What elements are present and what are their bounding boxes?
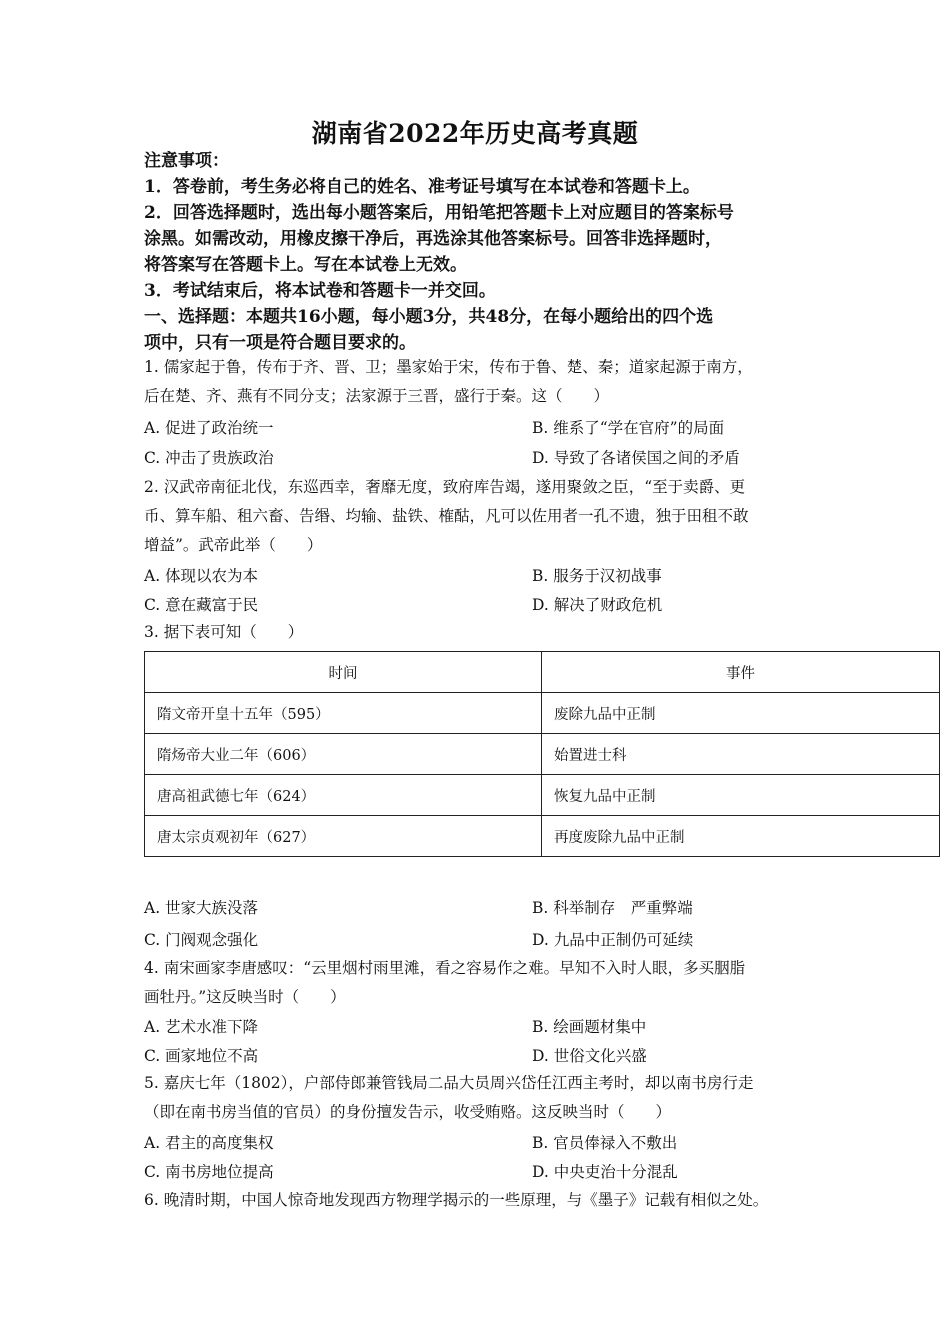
table-row bbox=[145, 775, 940, 816]
question-1-option-b: B. 维系了“学在官府”的局面 bbox=[532, 419, 725, 437]
notice-item: 1．答卷前，考生务必将自己的姓名、准考证号填写在本试卷和答题卡上。 bbox=[144, 177, 700, 197]
notice-item: 将答案写在答题卡上。写在本试卷上无效。 bbox=[144, 255, 467, 275]
page-title: 湖南省2022年历史高考真题 bbox=[311, 119, 639, 148]
question-5-option-c: C. 南书房地位提高 bbox=[144, 1163, 274, 1181]
question-3-option-c: C. 门阀观念强化 bbox=[144, 931, 259, 949]
section-heading: 一、选择题：本题共16小题，每小题3分，共48分，在每小题给出的四个选 bbox=[144, 307, 714, 327]
question-1-stem: 后在楚、齐、燕有不同分支；法家源于三晋，盛行于秦。这（ ） bbox=[144, 387, 610, 405]
question-1-option-a: A. 促进了政治统一 bbox=[144, 419, 274, 437]
question-4-stem: 画牡丹。”这反映当时（ ） bbox=[144, 988, 346, 1006]
question-3-option-d: D. 九品中正制仍可延续 bbox=[532, 931, 694, 949]
question-2-stem: 币、算车船、租六畜、告缗、均输、盐铁、榷酤，凡可以佐用者一孔不遗，独于田租不敢 bbox=[144, 507, 749, 525]
table-row bbox=[145, 734, 940, 775]
question-1-option-d: D. 导致了各诸侯国之间的矛盾 bbox=[532, 449, 740, 467]
table-row bbox=[145, 693, 940, 734]
table-cell-event: 始置进士科 bbox=[542, 734, 940, 775]
question-4-stem: 4. 南宋画家李唐感叹：“云里烟村雨里滩，看之容易作之难。早知不入时人眼，多买胭脂 bbox=[144, 959, 746, 977]
question-6-stem: 6. 晚清时期，中国人惊奇地发现西方物理学揭示的一些原理，与《墨子》记载有相似之处。 bbox=[144, 1191, 769, 1209]
notice-item: 2．回答选择题时，选出每小题答案后，用铅笔把答题卡上对应题目的答案标号 bbox=[144, 203, 734, 223]
table-header-row bbox=[145, 652, 940, 693]
question-5-option-b: B. 官员俸禄入不敷出 bbox=[532, 1134, 678, 1152]
question-4-option-c: C. 画家地位不高 bbox=[144, 1047, 259, 1065]
table-cell-time: 唐高祖武德七年（624） bbox=[145, 775, 542, 816]
question-3-option-b: B. 科举制存 严重弊端 bbox=[532, 899, 693, 917]
table-cell-time: 唐太宗贞观初年（627） bbox=[145, 816, 542, 857]
question-4-option-d: D. 世俗文化兴盛 bbox=[532, 1047, 647, 1065]
notice-item: 涂黑。如需改动，用橡皮擦干净后，再选涂其他答案标号。回答非选择题时， bbox=[144, 229, 722, 249]
question-4-option-b: B. 绘画题材集中 bbox=[532, 1018, 647, 1036]
table-cell-event: 恢复九品中正制 bbox=[542, 775, 940, 816]
question-1-option-c: C. 冲击了贵族政治 bbox=[144, 449, 274, 467]
question-5-option-d: D. 中央吏治十分混乱 bbox=[532, 1163, 678, 1181]
question-2-stem: 2. 汉武帝南征北伐，东巡西幸，奢靡无度，致府库告竭，遂用聚敛之臣，“至于卖爵、更 bbox=[144, 478, 746, 496]
question-4-option-a: A. 艺术水准下降 bbox=[144, 1018, 259, 1036]
question-2-option-b: B. 服务于汉初战事 bbox=[532, 567, 662, 585]
question-2-option-c: C. 意在藏富于民 bbox=[144, 596, 259, 614]
question-5-stem: 5. 嘉庆七年（1802），户部侍郎兼管钱局二品大员周兴岱任江西主考时，却以南书房行走 bbox=[144, 1074, 754, 1092]
table-header-event: 事件 bbox=[542, 652, 940, 693]
question-5-option-a: A. 君主的高度集权 bbox=[144, 1134, 274, 1152]
question-1-stem: 1. 儒家起于鲁，传布于齐、晋、卫；墨家始于宋，传布于鲁、楚、秦；道家起源于南方， bbox=[144, 358, 753, 376]
table-header-time: 时间 bbox=[145, 652, 542, 693]
notice-heading: 注意事项： bbox=[144, 151, 229, 171]
table-cell-time: 隋文帝开皇十五年（595） bbox=[145, 693, 542, 734]
table-row bbox=[145, 816, 940, 857]
table-cell-time: 隋炀帝大业二年（606） bbox=[145, 734, 542, 775]
question-3-stem: 3. 据下表可知（ ） bbox=[144, 623, 304, 641]
table-cell-event: 再度废除九品中正制 bbox=[542, 816, 940, 857]
notice-item: 3．考试结束后，将本试卷和答题卡一并交回。 bbox=[144, 281, 496, 301]
question-2-option-a: A. 体现以农为本 bbox=[144, 567, 259, 585]
question-3-table bbox=[144, 651, 940, 857]
section-heading: 项中，只有一项是符合题目要求的。 bbox=[144, 333, 416, 353]
question-3-option-a: A. 世家大族没落 bbox=[144, 899, 259, 917]
question-2-option-d: D. 解决了财政危机 bbox=[532, 596, 663, 614]
question-5-stem: （即在南书房当值的官员）的身份擅发告示，收受贿赂。这反映当时（ ） bbox=[144, 1103, 672, 1121]
question-2-stem: 增益”。武帝此举（ ） bbox=[144, 536, 323, 554]
table-cell-event: 废除九品中正制 bbox=[542, 693, 940, 734]
